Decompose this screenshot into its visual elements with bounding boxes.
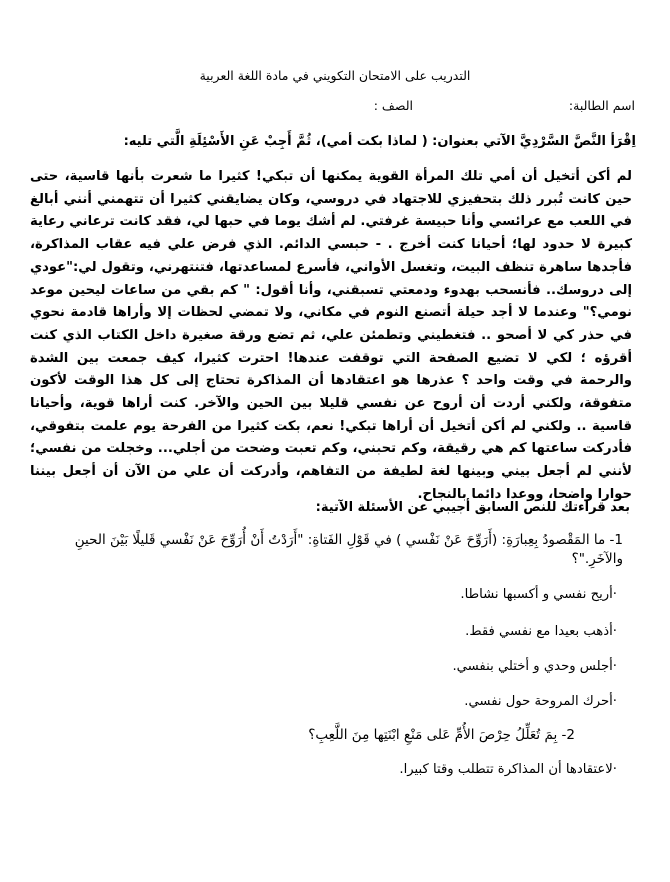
question-1-text: ما المَقْصودُ بِعِبارَةِ: (أَرَوِّحَ عَنْ نَفْسي ) في قَوْلِ الفَتاةِ: "أَرَدْتُ أَنْ أُرَوِّحَ عَنْ نَفْسي قَليلًا بَيْنَ الحينِ والآخَرِ."؟ — [74, 532, 623, 567]
question-1-option-1: ·أريح نفسي و أكسبها نشاطا. — [460, 587, 617, 602]
student-name-label: اسم الطالبة: — [568, 98, 635, 113]
question-1-option-2: ·أذهب بعيدا مع نفسي فقط. — [465, 624, 617, 639]
questions-header: بعد قراءتك للنص السابق أجيبي عن الأسئلة الآتية: — [315, 500, 630, 515]
class-label: الصف : — [373, 98, 413, 113]
worksheet-title: التدريب على الامتحان التكويني في مادة اللغة العربية — [199, 68, 471, 83]
question-1-number: 1- — [609, 532, 623, 548]
narrative-passage: لم أكن أتخيل أن أمي تلك المرأة القوية يمكنها أن تبكي! كثيرا ما شعرت بأنها قاسية، حتى حين كانت تُبرر ذلك بتحفيزي للاجتهاد في دروسي، وكان يضايقني كثيرا أن تتهمني أنني أبالغ في اللعب مع عرائسي وأنا حبيسة غرفتي. لم أشك يوما في حبها لي، فقد كانت ترعاني رعاية كبيرة لا حدود لها؛ أحيانا كنت أخرج . - حبسي الدائم. الذي فرض علي فيه عقاب المذاكرة، فأجدها ساهرة تنظف البيت، وتغسل الأواني، فأسرع لمساعدتها، فتنتهرني، وتقول لي:"عودي إلى دروسك.. فأنسحب بهدوء ودمعتي تسبقني، وأنا أقول: " كم بقي من ساعات ليحين موعد نومي؟" وعندما لا أجد حيلة أتصنع النوم في مكاني، ولا تمضي لحظات إلا وأراها قادمة نحوي في حذر كي لا أصحو .. فتغطيني وتطمئن علي، ثم تضع ورقة صغيرة داخل الكتاب الذي كنت أقرؤه ؛ لكي لا تضيع الصفحة التي توقفت عندها! احترت كثيرا، كيف جمعت بين الشدة والرحمة في وقت واحد ؟ عذرها هو اعتقادها أن المذاكرة تحتاج إلى كل هذا الوقت لأكون متفوقة، ولكني أردت أن أروح عن نفسي قليلا بين الحين والآخر. كنت أراها قوية، وأحيانا قاسية .. ولكني لم أكن أتخيل أن أراها تبكي! نعم، بكت كثيرا من الفرحة يوم علمت بتفوقي، فأدركت ساعتها كم هي رقيقة، وكم تحبني، وكم تعبت وضحت من أجلي... وخجلت من نفسي؛ لأنني لم أجعل بيني وبينها لغة لطيفة من التفاهم، وأدركت أن علي من الآن أن أجعل بيننا حوارا واضحا، ووعدا دائما بالنجاح. — [30, 169, 632, 502]
question-2-number: 2- — [561, 727, 575, 743]
question-1-option-3: ·أجلس وحدي و أختلي بنفسي. — [452, 659, 617, 674]
question-1-option-4: ·أحرك المروحة حول نفسي. — [464, 694, 617, 709]
question-1 — [33, 531, 623, 569]
question-2 — [308, 727, 575, 743]
reading-instruction: اِقْرَأ النَّصَّ السَّرْدِيَّ الآتي بعنوان: ( لماذا بكت أمي)، ثُمَّ أَجِبْ عَنِ الأَسْئِلَةِ الَّتي تليه: — [123, 134, 636, 149]
question-2-option-1: ·لاعتقادها أن المذاكرة تتطلب وقتا كبيرا. — [399, 762, 617, 777]
question-2-text: بِمَ تُعَلِّلُ حِرْصَ الأُمِّ عَلى مَنْعِ ابْنَتِها مِنَ اللَّعِبِ؟ — [308, 727, 558, 743]
